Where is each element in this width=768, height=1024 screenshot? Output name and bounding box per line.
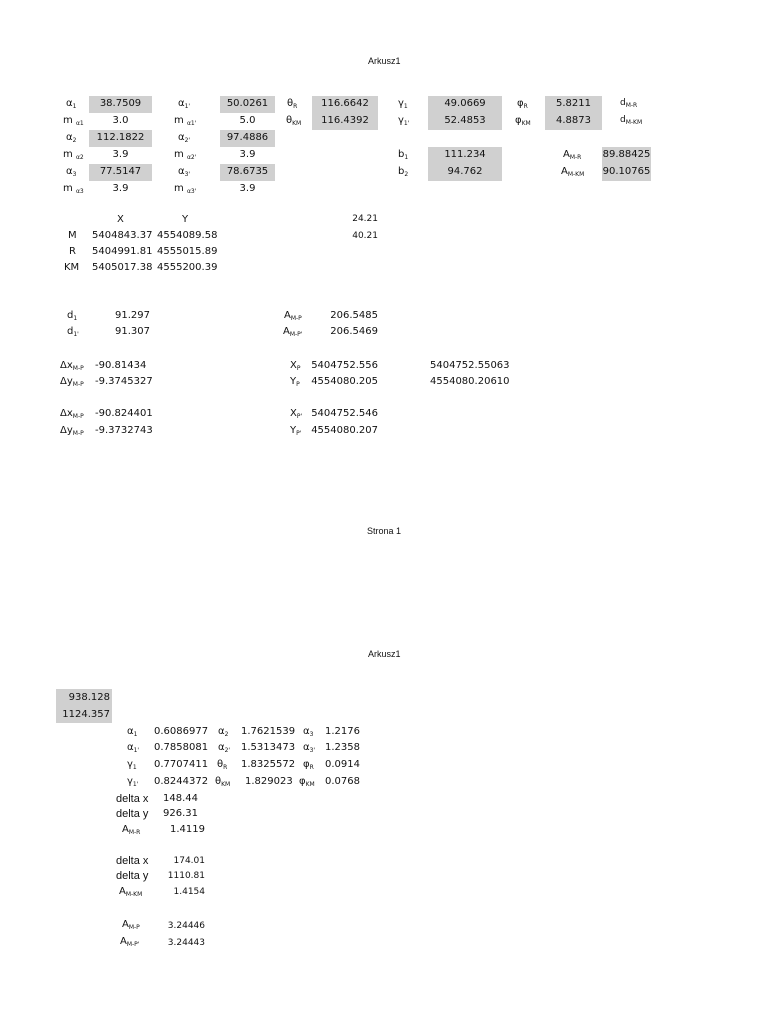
label-alpha2p: $\alpha_{2'}$ bbox=[178, 132, 191, 144]
label-rad-c: $\varphi_{KM}$ bbox=[299, 776, 315, 788]
value-rad-a: 0.8244372 bbox=[154, 776, 209, 787]
value-thetaKM: 116.4392 bbox=[321, 115, 369, 126]
value-gamma1: 49.0669 bbox=[444, 98, 486, 109]
label-alpha2: $\alpha_2$ bbox=[66, 132, 77, 144]
label-b1: $b_1$ bbox=[398, 149, 409, 161]
value-dy2: -9.3732743 bbox=[95, 425, 153, 436]
value-m-alpha1: 3.0 bbox=[112, 115, 129, 126]
point-name: R bbox=[69, 246, 76, 257]
value-YP-extra: 4554080.20610 bbox=[430, 376, 510, 387]
value-m-alpha3: 3.9 bbox=[112, 183, 129, 194]
label-dy2: $\Delta y_{M-P}$ bbox=[60, 425, 84, 437]
block2-dx-label: delta x bbox=[116, 855, 149, 867]
label-m-alpha3p: m $_{\alpha 3'}$ bbox=[174, 183, 197, 195]
label-XPp: $X_{P'}$ bbox=[290, 408, 303, 420]
value-AMPp: 206.5469 bbox=[330, 326, 378, 337]
block3-A2-label: $A_{M-P'}$ bbox=[120, 936, 140, 948]
block1-dy-value: 926.31 bbox=[163, 808, 198, 819]
coords-extra1: 24.21 bbox=[352, 214, 378, 224]
value-alpha2: 112.1822 bbox=[96, 132, 145, 143]
label-m-alpha2: m $_{\alpha 2}$ bbox=[63, 149, 84, 161]
value-XPp: 5404752.546 bbox=[311, 408, 378, 419]
label-dy1: $\Delta y_{M-P}$ bbox=[60, 376, 84, 388]
boxed-value: 1124.357 bbox=[62, 709, 110, 720]
block3-A1-value: 3.24446 bbox=[167, 921, 205, 931]
label-phiKM: $\varphi_{KM}$ bbox=[515, 115, 531, 127]
label-m-alpha1p: m $_{\alpha 1'}$ bbox=[174, 115, 197, 127]
label-m-alpha3: m $_{\alpha 3}$ bbox=[63, 183, 84, 195]
point-name: KM bbox=[64, 262, 80, 273]
label-AMR: $A_{M-R}$ bbox=[563, 149, 582, 161]
value-rad-b: 1.7621539 bbox=[241, 726, 296, 737]
value-phiKM: 4.8873 bbox=[556, 115, 591, 126]
label-gamma1: $\gamma_1$ bbox=[398, 98, 408, 110]
value-alpha1: 38.7509 bbox=[99, 98, 142, 109]
value-XP-extra: 5404752.55063 bbox=[430, 360, 510, 371]
label-rad-a: $\gamma_{1'}$ bbox=[127, 776, 139, 788]
label-m-alpha1: m $_{\alpha 1}$ bbox=[63, 115, 84, 127]
label-rad-b: $\alpha_{2'}$ bbox=[218, 742, 231, 754]
point-name: M bbox=[68, 230, 77, 241]
point-x: 5404991.81 bbox=[92, 246, 153, 257]
label-d1p: $d_{1'}$ bbox=[67, 326, 79, 338]
label-rad-b: $\theta_{KM}$ bbox=[215, 776, 231, 788]
block1-dx-value: 148.44 bbox=[163, 793, 198, 804]
page1-header: Arkusz1 bbox=[368, 56, 401, 66]
label-rad-a: $\alpha_{1'}$ bbox=[127, 742, 140, 754]
value-rad-c: 0.0768 bbox=[325, 776, 360, 787]
value-YPp: 4554080.207 bbox=[311, 425, 378, 436]
value-m-alpha3p: 3.9 bbox=[239, 183, 256, 194]
label-alpha1: $\alpha_1$ bbox=[66, 98, 77, 110]
value-AMP: 206.5485 bbox=[330, 310, 378, 321]
label-dx1: $\Delta x_{M-P}$ bbox=[60, 360, 84, 372]
point-y: 4555015.89 bbox=[157, 246, 218, 257]
point-y: 4554089.58 bbox=[157, 230, 218, 241]
label-YP: $Y_P$ bbox=[290, 376, 300, 388]
label-thetaR: $\theta_R$ bbox=[287, 98, 298, 110]
value-b1: 111.234 bbox=[444, 149, 486, 160]
block1-dx-label: delta x bbox=[116, 793, 149, 805]
label-b2: $b_2$ bbox=[398, 166, 409, 178]
label-rad-c: $\alpha_{3'}$ bbox=[303, 742, 316, 754]
boxed-value: 938.128 bbox=[68, 692, 110, 703]
value-rad-b: 1.8325572 bbox=[241, 759, 296, 770]
block2-A-label: $A_{M-KM}$ bbox=[119, 886, 143, 898]
value-rad-a: 0.7707411 bbox=[154, 759, 209, 770]
value-AMR: 89.88425 bbox=[602, 149, 651, 160]
page1-footer: Strona 1 bbox=[367, 526, 402, 536]
label-rad-c: $\alpha_3$ bbox=[303, 726, 314, 738]
label-XP: $X_P$ bbox=[290, 360, 301, 372]
label-thetaKM: $\theta_{KM}$ bbox=[286, 115, 302, 127]
value-dx1: -90.81434 bbox=[95, 360, 147, 371]
value-alpha3p: 78.6735 bbox=[226, 166, 269, 177]
value-rad-c: 0.0914 bbox=[325, 759, 360, 770]
label-dMR: $d_{M-R}$ bbox=[620, 98, 638, 109]
label-rad-a: $\alpha_1$ bbox=[127, 726, 138, 738]
block2-dy-label: delta y bbox=[116, 870, 149, 882]
block3-A1-label: $A_{M-P}$ bbox=[122, 919, 140, 931]
value-rad-a: 0.7858081 bbox=[154, 742, 209, 753]
value-alpha3: 77.5147 bbox=[99, 166, 142, 177]
value-thetaR: 116.6642 bbox=[321, 98, 369, 109]
label-gamma1p: $\gamma_{1'}$ bbox=[398, 115, 410, 127]
label-m-alpha2p: m $_{\alpha 2'}$ bbox=[174, 149, 197, 161]
value-rad-c: 1.2176 bbox=[325, 726, 360, 737]
value-rad-c: 1.2358 bbox=[325, 742, 360, 753]
block1-dy-label: delta y bbox=[116, 808, 149, 820]
value-b2: 94.762 bbox=[447, 166, 483, 177]
block2-dx-value: 174.01 bbox=[173, 856, 205, 866]
value-m-alpha2: 3.9 bbox=[112, 149, 129, 160]
value-YP: 4554080.205 bbox=[311, 376, 378, 387]
label-AMPp: $A_{M-P'}$ bbox=[283, 326, 303, 338]
label-rad-c: $\varphi_R$ bbox=[303, 759, 314, 771]
value-d1p: 91.307 bbox=[115, 326, 150, 337]
point-x: 5405017.38 bbox=[92, 262, 153, 273]
label-d1: $d_1$ bbox=[67, 310, 78, 322]
point-y: 4555200.39 bbox=[157, 262, 218, 273]
coords-col-y: Y bbox=[182, 214, 189, 225]
value-AMKM: 90.10765 bbox=[602, 166, 651, 177]
value-rad-b: 1.829023 bbox=[245, 776, 293, 787]
label-alpha3p: $\alpha_{3'}$ bbox=[178, 166, 191, 178]
value-dy1: -9.3745327 bbox=[95, 376, 153, 387]
value-m-alpha1p: 5.0 bbox=[239, 115, 256, 126]
value-dx2: -90.824401 bbox=[95, 408, 153, 419]
label-AMKM: $A_{M-KM}$ bbox=[561, 166, 585, 178]
value-rad-b: 1.5313473 bbox=[241, 742, 296, 753]
value-alpha1p: 50.0261 bbox=[226, 98, 269, 109]
value-gamma1p: 52.4853 bbox=[444, 115, 486, 126]
value-m-alpha2p: 3.9 bbox=[239, 149, 256, 160]
block2-dy-value: 1110.81 bbox=[167, 871, 205, 881]
value-rad-a: 0.6086977 bbox=[154, 726, 209, 737]
coords-extra2: 40.21 bbox=[352, 231, 378, 241]
block1-A-value: 1.4119 bbox=[170, 824, 205, 835]
value-XP: 5404752.556 bbox=[311, 360, 378, 371]
point-x: 5404843.37 bbox=[92, 230, 153, 241]
value-alpha2p: 97.4886 bbox=[226, 132, 269, 143]
value-d1: 91.297 bbox=[115, 310, 150, 321]
label-rad-b: $\theta_R$ bbox=[217, 759, 228, 771]
label-rad-b: $\alpha_2$ bbox=[218, 726, 229, 738]
label-AMP: $A_{M-P}$ bbox=[284, 310, 302, 322]
label-dx2: $\Delta x_{M-P}$ bbox=[60, 408, 84, 420]
label-phiR: $\varphi_R$ bbox=[517, 98, 528, 110]
block3-A2-value: 3.24443 bbox=[167, 938, 205, 948]
block2-A-value: 1.4154 bbox=[173, 887, 205, 897]
coords-col-x: X bbox=[117, 214, 124, 225]
value-phiR: 5.8211 bbox=[556, 98, 591, 109]
label-YPp: $Y_{P'}$ bbox=[290, 425, 302, 437]
label-dMKM: $d_{M-KM}$ bbox=[620, 115, 643, 126]
label-alpha3: $\alpha_3$ bbox=[66, 166, 77, 178]
label-rad-a: $\gamma_1$ bbox=[127, 759, 137, 771]
block1-A-label: $A_{M-R}$ bbox=[122, 824, 141, 836]
page2-header: Arkusz1 bbox=[368, 649, 401, 659]
label-alpha1p: $\alpha_{1'}$ bbox=[178, 98, 191, 110]
